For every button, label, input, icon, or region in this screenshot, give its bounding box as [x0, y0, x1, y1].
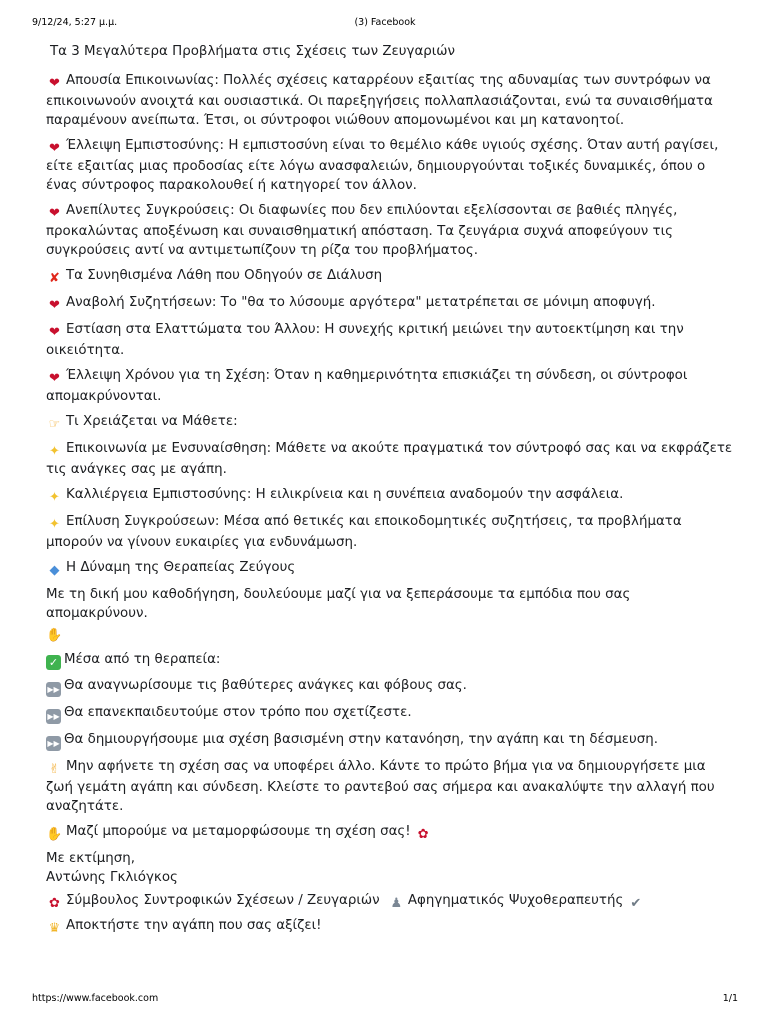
print-url: https://www.facebook.com: [32, 993, 159, 1004]
therapy-item: [46, 730, 736, 751]
learn-text: Καλλιέργεια Εμπιστοσύνης: Η ειλικρίνεια και η συνέπεια αναδομούν την ασφάλεια.: [66, 487, 624, 502]
learn-text: Επικοινωνία με Ενσυναίσθηση: Μάθετε να ακούτε πραγματικά τον σύντροφό σας και να εκφράζετε τις ανάγκες σας με αγάπη.: [46, 441, 733, 477]
facebook-post-text: [46, 42, 736, 943]
pointing-hand-icon: ☞: [48, 417, 61, 432]
problem-text: Ανεπίλυτες Συγκρούσεις: Οι διαφωνίες που δεν επιλύονται εξελίσσονται σε βαθιές πληγές, προκαλώντας αποξένωση και συναισθηματική απόσταση. Τα ζευγάρια συχνά αποφεύγουν τις συγκρούσεις αντί να αντιμετωπίζουν τη ρίζα του προβλήματος.: [46, 203, 678, 258]
problem-text: Έλλειψη Εμπιστοσύνης: Η εμπιστοσύνη είναι το θεμέλιο κάθε υγιούς σχέσης. Όταν αυτή ραγίσει, είτε εξαιτίας μιας προδοσίας είτε λόγω ανασφαλειών, δημιουργούνται τοξικές δυναμικές, όπου ο ένας σύντροφος παρακολουθεί ή κατηγορεί τον άλλον.: [46, 138, 719, 193]
print-tab-title: (3) Facebook: [354, 17, 416, 28]
mistakes-heading-text: Τα Συνηθισμένα Λάθη που Οδηγούν σε Διάλυση: [66, 268, 383, 283]
learn-item: [46, 485, 736, 506]
sparkles-icon: ✦: [49, 444, 60, 459]
therapy-intro-text: Με τη δική μου καθοδήγηση, δουλεύουμε μαζί για να ξεπεράσουμε τα εμπόδια που σας απομακρύνουν.: [46, 587, 631, 621]
learn-item: [46, 439, 736, 479]
clapping-hands-icon: ✌: [49, 762, 60, 777]
mistake-text: Έλλειψη Χρόνου για τη Σχέση: Όταν η καθημερινότητα επισκιάζει τη σύνδεση, οι σύντροφοι απομακρύνονται.: [46, 368, 688, 404]
tagline: [46, 916, 736, 937]
learn-heading: [46, 412, 736, 433]
fast-forward-icon: ▶▶: [46, 736, 61, 751]
print-datetime: 9/12/24, 5:27 μ.μ.: [32, 17, 118, 28]
learn-heading-text: Τι Χρειάζεται να Μάθετε:: [66, 414, 238, 429]
mistake-item: [46, 366, 736, 406]
mistake-text: Εστίαση στα Ελαττώματα του Άλλου: Η συνεχής κριτική μειώνει την αυτοεκτίμηση και την οικειότητα.: [46, 322, 684, 358]
problem-text: Απουσία Επικοινωνίας: Πολλές σχέσεις καταρρέουν εξαιτίας της αδυναμίας των συντρόφων να επικοινωνούν ανοιχτά και ουσιαστικά. Οι παρεξηγήσεις πολλαπλασιάζονται, ενώ τα συναισθήματα παραμένουν ανείπωτα. Έτσι, οι σύντροφοι νιώθουν απομονωμένοι και μη κατανοητοί.: [46, 73, 713, 128]
call-to-action-text: Μην αφήνετε τη σχέση σας να υποφέρει άλλο. Κάντε το πρώτο βήμα για να δημιουργήσετε μια ζωή γεμάτη αγάπη και σύνδεση. Κλείστε το ραντεβού σας σήμερα και ανακαλύψτε την αλλαγή που αναζητάτε.: [46, 759, 715, 814]
post-title: Τα 3 Μεγαλύτερα Προβλήματα στις Σχέσεις των Ζευγαριών: [50, 44, 455, 59]
print-footer: [32, 993, 738, 1007]
therapy-item: [46, 703, 736, 724]
rose-icon: ✿: [49, 896, 60, 911]
author-roles: [46, 891, 736, 912]
broken-heart-icon: ❤: [49, 141, 60, 156]
therapy-item: [46, 676, 736, 697]
call-to-action: [46, 757, 736, 816]
thinker-icon: ♟: [390, 896, 403, 911]
fast-forward-icon: ▶▶: [46, 709, 61, 724]
tagline-text: Αποκτήστε την αγάπη που σας αξίζει!: [66, 918, 322, 933]
sparkles-icon: ✦: [49, 517, 60, 532]
mistake-item: [46, 320, 736, 360]
together-text: Μαζί μπορούμε να μεταμορφώσουμε τη σχέση σας!: [66, 824, 411, 839]
therapy-item-text: Θα δημιουργήσουμε μια σχέση βασισμένη στην κατανόηση, την αγάπη και τη δέσμευση.: [64, 732, 658, 747]
author-name: Αντώνης Γκλιόγκος: [46, 870, 178, 885]
mistakes-heading: [46, 266, 736, 287]
broken-heart-icon: ❤: [49, 371, 60, 386]
handshake-icon: ✋: [46, 628, 63, 643]
therapy-heading: [46, 558, 736, 579]
print-header: [32, 17, 738, 31]
role-1-text: Σύμβουλος Συντροφικών Σχέσεων / Ζευγαριών: [66, 893, 380, 908]
therapy-heading-text: Η Δύναμη της Θεραπείας Ζεύγους: [66, 560, 296, 575]
problem-item: [46, 71, 736, 130]
through-therapy-text: Μέσα από τη θεραπεία:: [64, 652, 221, 667]
therapy-item-text: Θα αναγνωρίσουμε τις βαθύτερες ανάγκες και φόβους σας.: [64, 678, 467, 693]
closing-text: Με εκτίμηση,: [46, 851, 136, 866]
fast-forward-icon: ▶▶: [46, 682, 61, 697]
cross-mark-icon: ✘: [49, 271, 60, 286]
broken-heart-icon: ❤: [49, 76, 60, 91]
broken-heart-icon: ❤: [49, 325, 60, 340]
rose-icon: ✿: [417, 827, 429, 842]
through-therapy-heading: [46, 650, 736, 670]
crown-icon: ♛: [48, 921, 61, 936]
signature-block: [46, 849, 736, 887]
sparkles-icon: ✦: [49, 490, 60, 505]
print-page-count: 1/1: [722, 993, 738, 1004]
role-2-text: Αφηγηματικός Ψυχοθεραπευτής: [407, 893, 624, 908]
broken-heart-icon: ❤: [49, 206, 60, 221]
gem-icon: ◆: [49, 563, 60, 578]
learn-text: Επίλυση Συγκρούσεων: Μέσα από θετικές και εποικοδομητικές συζητήσεις, τα προβλήματα μπορούν να γίνουν ευκαιρίες για ενδυνάμωση.: [46, 514, 682, 550]
check-box-icon: ✓: [46, 655, 61, 670]
mistake-item: [46, 293, 736, 314]
therapy-intro: [46, 585, 736, 644]
mistake-text: Αναβολή Συζητήσεων: Το "θα το λύσουμε αργότερα" μετατρέπεται σε μόνιμη αποφυγή.: [66, 295, 656, 310]
together-line: [46, 822, 736, 843]
checkmark-icon: ✔: [630, 896, 642, 911]
learn-item: [46, 512, 736, 552]
problem-item: [46, 136, 736, 195]
handshake-icon: ✋: [46, 827, 63, 842]
therapy-item-text: Θα επανεκπαιδευτούμε στον τρόπο που σχετίζεστε.: [64, 705, 412, 720]
broken-heart-icon: ❤: [49, 298, 60, 313]
problem-item: [46, 201, 736, 260]
